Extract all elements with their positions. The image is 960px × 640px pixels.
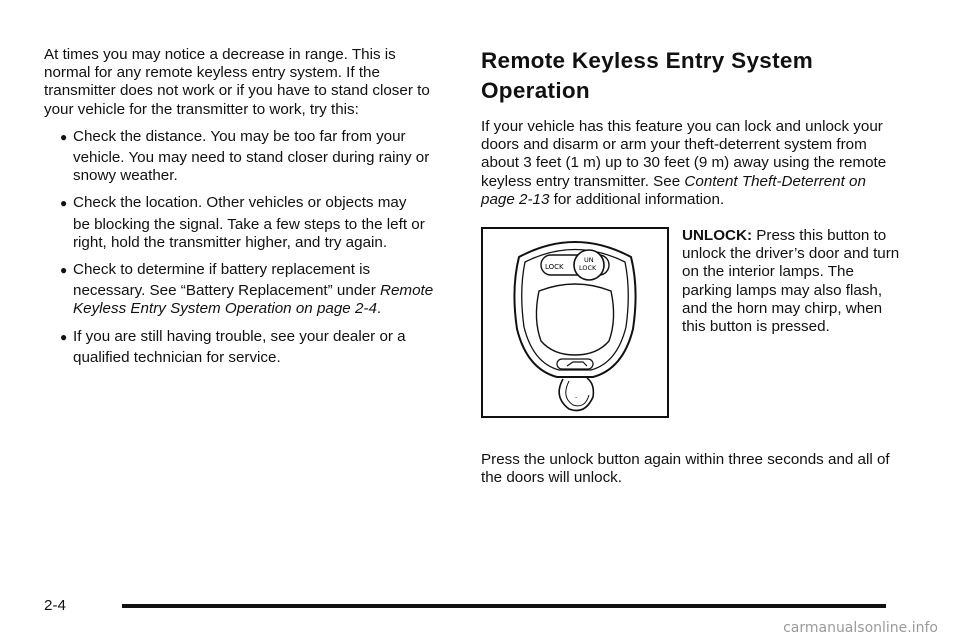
unlock-label: UNLOCK:: [682, 227, 753, 245]
list-item: ● Check the location. Other vehicles or objects may be blocking the signal. Take a few steps to the left or right, hold the transmitter higher, and try again.: [60, 194, 425, 251]
unlock-button-label-bottom: LOCK: [579, 264, 597, 273]
figure-row: [481, 227, 901, 423]
key-fob-icon: [483, 229, 667, 416]
section-heading: Remote Keyless Entry System Operation: [481, 48, 813, 103]
unlock-button-label-top: UN: [584, 256, 594, 265]
range-intro: At times you may notice a decrease in range. This is normal for any remote keyless entry system. If the transmitter does not work or if you have to stand closer to your vehicle for the transmitter to work, try this:: [44, 46, 430, 118]
transmitter-illustration: [481, 227, 669, 418]
list-item: ● If you are still having trouble, see your dealer or a qualified technician for service.: [60, 327, 406, 366]
list-item: ● Check the distance. You may be too far from your vehicle. You may need to stand closer during rainy or snowy weather.: [60, 127, 430, 185]
feature-paragraph: If your vehicle has this feature you can lock and unlock your doors and disarm or arm your theft-deterrent system from about 3 feet (1 m) up to 30 feet (9 m) away using the remote keyless entry transmitter. See Content Theft-Deterrent on page 2-13 for additional information.: [481, 118, 887, 208]
watermark: carmanualsonline.info: [783, 620, 938, 636]
svg-text:-: -: [575, 394, 578, 402]
unlock-description: UNLOCK: Press this button to unlock the driver’s door and turn on the interior lamps. The parking lamps may also flash, and the horn may chirp, when this button is pressed.: [682, 227, 900, 336]
bullet-icon: ●: [60, 329, 68, 344]
left-column: [44, 46, 444, 376]
footer-rule: [122, 604, 886, 608]
bullet-icon: ●: [60, 196, 68, 211]
page-number: 2-4: [44, 597, 66, 614]
bullet-icon: ●: [60, 263, 68, 278]
unlock-again-paragraph: Press the unlock button again within three seconds and all of the doors will unlock.: [481, 451, 890, 487]
lock-button-label: LOCK: [545, 263, 564, 272]
bullet-icon: ●: [60, 129, 68, 144]
cross-reference-link[interactable]: Remote Keyless Entry System Operation on page 2-4: [73, 282, 434, 318]
cross-reference-link[interactable]: Content Theft-Deterrent on page 2-13: [481, 172, 866, 208]
right-column: [481, 46, 901, 487]
troubleshoot-list: [44, 128, 444, 367]
list-item: ● Check to determine if battery replacement is necessary. See “Battery Replacement” under Remote Keyless Entry System Operation on page 2-4.: [60, 261, 434, 318]
